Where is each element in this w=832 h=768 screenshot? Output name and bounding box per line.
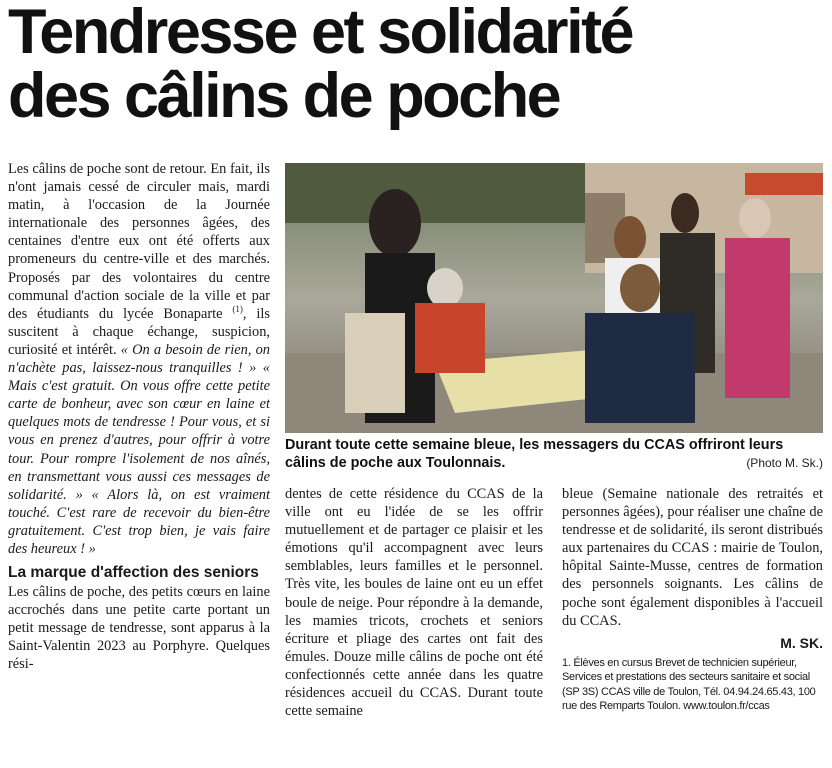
article-paragraph-2-part-3: bleue (Semaine nationale des retraités et personnes âgées), pour réaliser une chaîne de tendresse et de solidarité, ils seront distribués aux partenaires du CCAS : mairie de Toulon, hôpital Sainte-Musse, centres de formation des personnels soignants. Les câlins de poche sont également disponibles à l'accueil du CCAS. (562, 486, 823, 629)
article-paragraph-2-part-2: dentes de cette résidence du CCAS de la ville ont eu l'idée de se les offrir mutuellement et de partager ce plaisir et les émotions qu'il accompagnent avec leurs semblables, leurs familles et le personnel. Très vite, les boules de laine ont eu un effet boule de neige. Pour répondre à la demande, les mamies tricots, crochets et seniors écriture et pliage des cartes ont fait des émules. Douze mille câlins de poche ont été confectionnés cette année dans les quatre résidences accueil du CCAS. Durant toute cette semaine (285, 486, 543, 720)
article-byline: M. SK. (780, 634, 823, 651)
article-photo (285, 163, 823, 433)
article-footnote: 1. Élèves en cursus Brevet de technicien supérieur, Services et prestations des secteurs sanitaire et social (SP 3S) CCAS ville de Toulon, Tél. 04.94.24.65.43, 100 rue des Remparts Toulon. www.toulon.fr/ccas (562, 656, 816, 713)
photo-illustration (285, 163, 823, 433)
photo-caption: Durant toute cette semaine bleue, les messagers du CCAS offriront leurs câlins de poche aux Toulonnais. (285, 437, 784, 471)
article-quote: « On a besoin de rien, on n'achète pas, laissez-nous tranquilles ! » « Mais c'est gratuit. On vous offre cette petite carte de bonheur, avec son cœur en laine et quelques mots de tendresse ! Pour vous, et si vous en prenez d'autres, pour offrir à votre tour. Pour rompre l'isolement de nos aînés, en transmettant vous aussi ces messages de solidarité. » « Alors là, on est vraiment touché. C'est rare de recevoir du bien-être gratuitement. C'est trop bien, je vais faire des heureux ! » (8, 341, 270, 557)
article-subhead: La marque d'affection des seniors (8, 564, 259, 582)
article-column-1 (8, 160, 270, 760)
article-column-2 (285, 485, 543, 760)
headline (8, 0, 824, 131)
article-column-3 (562, 485, 823, 760)
headline-line-2: des câlins de poche (8, 61, 560, 131)
article-paragraph-2-part-1: Les câlins de poche, des petits cœurs en laine accrochés dans une petite carte portant un petit message de tendresse, sont apparus à la Saint-Valentin 2023 au Porphyre. Quelques rési- (8, 584, 270, 673)
footnote-ref: (1) (232, 303, 243, 314)
article-paragraph-intro: Les câlins de poche sont de retour. En fait, ils n'ont jamais cessé de circuler mais, mardi matin, à l'occasion de la Journée internationale des personnes âgées, des centaines d'entre eux ont été offerts aux promeneurs du centre-ville et des marchés. Proposés par des volontaires du centre communal d'action sociale de la ville et par des étudiants du lycée Bonaparte $^{(1)}$, ils suscitent à chaque échange, suspicion, curiosité et intérêt. « On a besoin de rien, on n'achète pas, laissez-nous tranquilles ! » « Mais c'est gratuit. On vous offre cette petite carte de bonheur, avec son cœur en laine et quelques mots de tendresse ! Pour vous, et si vous en prenez d'autres, pour offrir à votre tour. Pour rompre l'isolement de nos aînés, en transmettant vous aussi ces messages de solidarité. » « Alors là, on est vraiment touché. C'est rare de recevoir du bien-être gratuitement. C'est trop bien, je vais faire des heureux ! » (8, 161, 270, 557)
photo-credit: (Photo M. Sk.) (746, 456, 823, 470)
headline-line-1: Tendresse et solidarité (8, 0, 633, 67)
